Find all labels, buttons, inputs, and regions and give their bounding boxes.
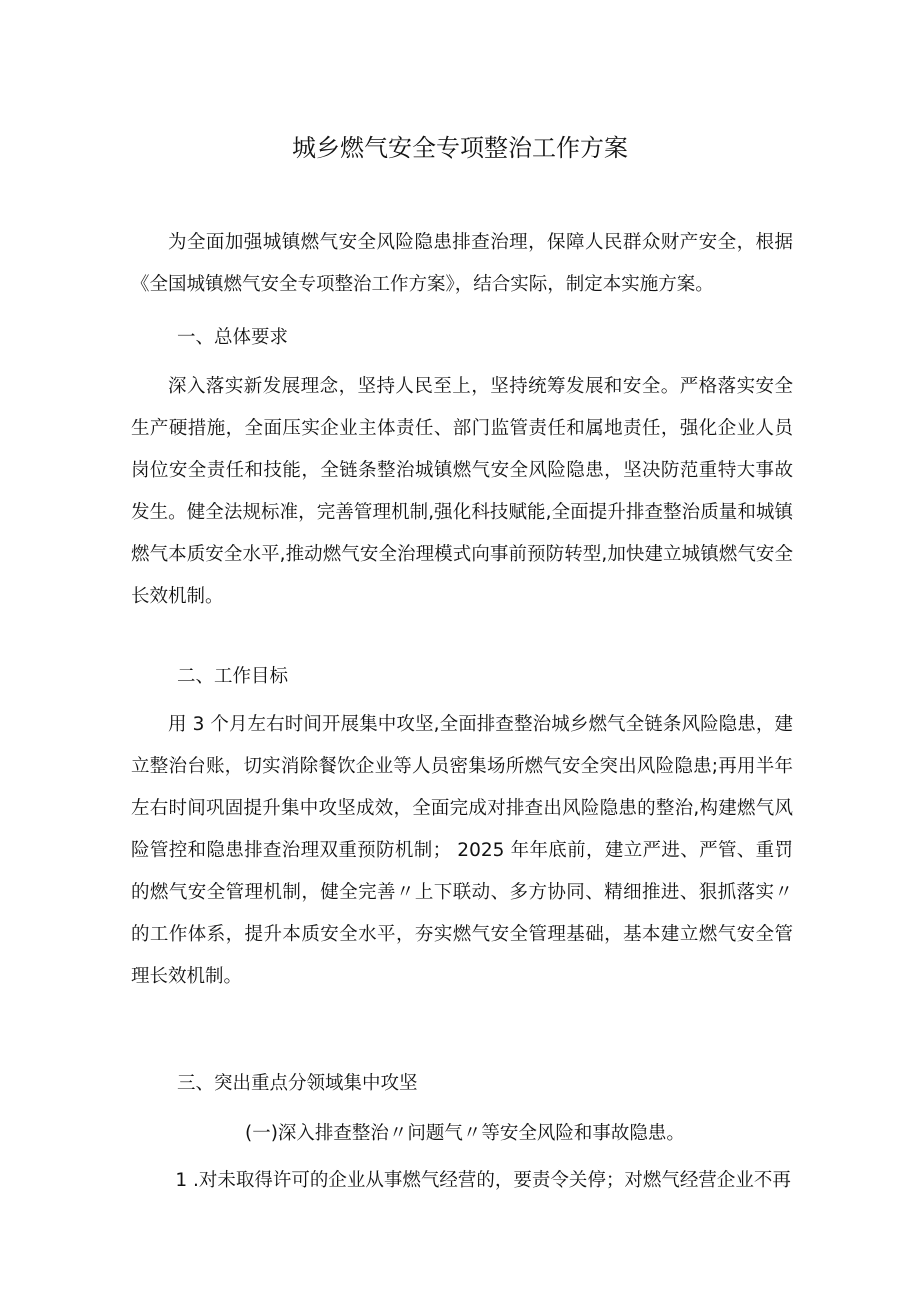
section-1-heading: 一、总体要求 (177, 327, 289, 348)
section-2-body: 用 3 个月左右时间开展集中攻坚,全面排查整治城乡燃气全链条风险隐患，建立整治台账，切实消除餐饮企业等人员密集场所燃气安全突出风险隐患;再用半年左右时间巩固提升集中攻坚成效，全面完成对排查出风险隐患的整治,构建燃气风险管控和隐患排查治理双重预防机制； 2025 年年底前，建立严进、严管、重罚的燃气安全管理机制，健全完善〃上下联动、多方协同、精细推进、狠抓落实〃的工作体系，提升本质安全水平，夯实燃气安全管理基础，基本建立燃气安全管理长效机制。 (131, 714, 793, 987)
section-2-heading: 二、工作目标 (177, 666, 289, 687)
section-3-heading: 三、突出重点分领域集中攻坚 (177, 1073, 418, 1094)
section-1-body: 深入落实新发展理念，坚持人民至上，坚持统筹发展和安全。严格落实安全生产硬措施，全面压实企业主体责任、部门监管责任和属地责任，强化企业人员岗位安全责任和技能，全链条整治城镇燃气安全风险隐患，坚决防范重特大事故发生。健全法规标准，完善管理机制,强化科技赋能,全面提升排查整治质量和城镇燃气本质安全水平,推动燃气安全治理模式向事前预防转型,加快建立城镇燃气安全长效机制。 (131, 376, 793, 607)
document-title: 城乡燃气安全专项整治工作方案 (292, 134, 628, 162)
section-3-item-1: 1 .对未取得许可的企业从事燃气经营的，要责令关停；对燃气经营企业不再 (175, 1170, 791, 1191)
section-3-subheading: (一)深入排查整治〃问题气〃等安全风险和事故隐患。 (245, 1123, 685, 1144)
intro-paragraph: 为全面加强城镇燃气安全风险隐患排查治理，保障人民群众财产安全，根据《全国城镇燃气安全专项整治工作方案》，结合实际，制定本实施方案。 (131, 232, 793, 295)
